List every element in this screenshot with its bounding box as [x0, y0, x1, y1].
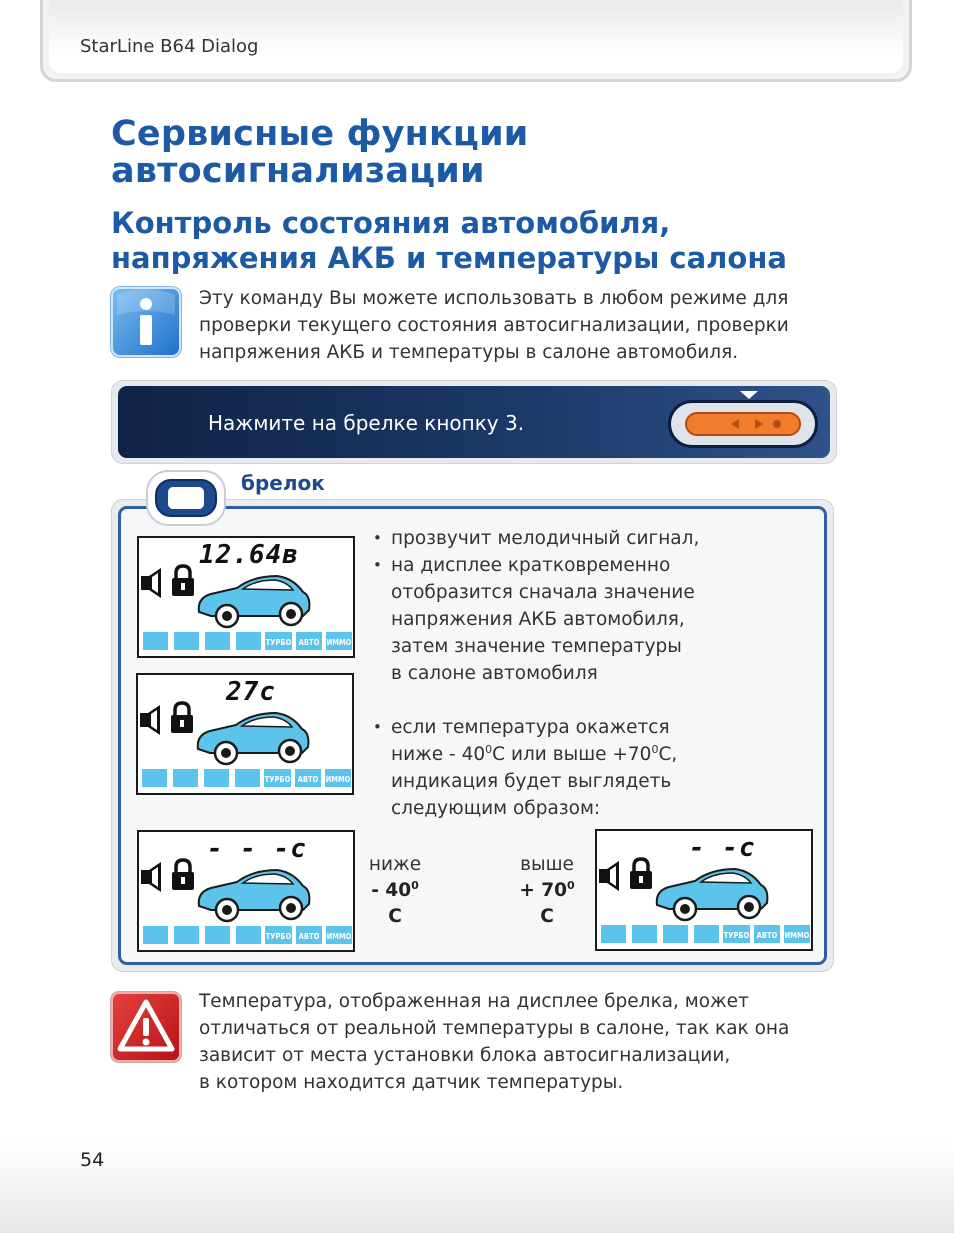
lcd-icon-label: АВТО: [298, 932, 320, 941]
lcd-icon-strip: [601, 925, 810, 943]
bullet-3-line-3: индикация будет выглядеть: [391, 771, 672, 792]
high-range-value: + $70^0$ С: [519, 878, 575, 927]
car-icon: [198, 713, 309, 764]
low-range-caption: ниже: [368, 854, 422, 875]
bullet-1-text: • прозвучит мелодичный сигнал,: [391, 528, 700, 549]
pointer-arrow-icon: [740, 391, 758, 399]
instruction-bar: [118, 386, 830, 458]
lcd-voltage-reading: 12.64в: [199, 540, 299, 570]
high-range-label: [510, 852, 584, 930]
page-title-line-2: автосигнализации: [111, 151, 485, 191]
bullet-item-3: [373, 714, 813, 822]
bullet-item-1: [373, 525, 813, 552]
low-range-label: [362, 852, 428, 930]
bullet-3-line-2: ниже - $40^0С$ или выше $+70^0С$,: [391, 742, 678, 765]
dot-icon: [773, 420, 781, 428]
low-range-value: - $40^0$ С: [371, 878, 419, 927]
lcd-high-reading: - -с: [689, 833, 756, 863]
page-number: 54: [80, 1149, 105, 1171]
section-title: [111, 206, 787, 276]
lcd-icon-label: АВТО: [298, 638, 320, 647]
warning-line-3: зависит от места установки блока автосигнализации,: [199, 1045, 731, 1066]
page-footer: [0, 1140, 954, 1233]
lcd-icon-label: ТУРБО: [723, 931, 750, 940]
lcd-temperature-reading: 27с: [226, 677, 276, 707]
lcd-icon-label: ИММО: [326, 638, 352, 647]
lock-icon: [172, 566, 194, 596]
lock-icon: [172, 860, 194, 890]
keyfob-button-3: [668, 400, 818, 448]
lcd-low-reading: - - -с: [207, 834, 307, 864]
lcd-icon-label: ИММО: [325, 775, 351, 784]
keyfob-label: брелок: [241, 471, 325, 495]
lcd-icon-label: ТУРБО: [264, 775, 291, 784]
car-icon: [199, 576, 310, 627]
keyfob-icon: [155, 479, 217, 517]
intro-line-1: Эту команду Вы можете использовать в любом режиме для: [199, 288, 789, 309]
warning-line-1: Температура, отображенная на дисплее брелка, может: [199, 991, 749, 1012]
siren-icon: [599, 861, 619, 891]
lcd-icon-strip: [142, 769, 351, 787]
bullet-item-2: [373, 552, 813, 687]
car-icon: [657, 869, 768, 920]
lcd-icon-strip: [143, 632, 352, 650]
siren-icon: [140, 705, 160, 735]
high-range-caption: выше: [520, 854, 574, 875]
keyfob-screen: [168, 487, 204, 509]
siren-icon: [141, 862, 161, 892]
lcd-icon-label: ТУРБО: [265, 932, 292, 941]
info-icon: [111, 287, 181, 357]
keyfob-button-face: [685, 412, 801, 436]
lcd-icon-label: ТУРБО: [265, 638, 292, 647]
warning-text: [199, 988, 839, 1096]
lock-icon: [630, 859, 652, 889]
intro-text: [199, 285, 839, 366]
arrow-left-icon: [731, 419, 739, 429]
bullet-2-line-4: затем значение температуры: [391, 636, 682, 657]
intro-line-3: напряжения АКБ и температуры в салоне автомобиля.: [199, 342, 739, 363]
section-title-line-1: Контроль состояния автомобиля,: [111, 206, 671, 240]
lcd-display-high: [595, 829, 813, 951]
bullet-2-line-5: в салоне автомобиля: [391, 663, 598, 684]
instruction-banner: [111, 380, 837, 464]
instruction-text: Нажмите на брелке кнопку 3.: [208, 411, 525, 435]
bullet-2-line-2: отобразится сначала значение: [391, 582, 695, 603]
warning-line-2: отличаться от реальной температуры в салоне, так как она: [199, 1018, 790, 1039]
lcd-icon-label: АВТО: [756, 931, 778, 940]
section-title-line-2: напряжения АКБ и температуры салона: [111, 241, 787, 275]
arrow-right-icon: [755, 419, 763, 429]
lcd-icon-label: АВТО: [297, 775, 319, 784]
lcd-display-temperature: [136, 673, 354, 795]
lock-icon: [171, 703, 193, 733]
car-icon: [199, 870, 310, 921]
bullet-list-2: [373, 714, 813, 822]
bullet-2-line-3: напряжения АКБ автомобиля,: [391, 609, 685, 630]
lcd-display-voltage: [137, 536, 355, 658]
warning-icon: [111, 992, 181, 1062]
page-title: [111, 116, 529, 190]
lcd-icon-strip: [143, 926, 352, 944]
page-title-line-1: Сервисные функции: [111, 114, 529, 154]
lcd-display-low: [137, 830, 355, 952]
lcd-icon-label: ИММО: [784, 931, 810, 940]
keyfob-tab: [146, 470, 226, 526]
bullet-3-line-1: • если температура окажется: [391, 717, 670, 738]
siren-icon: [141, 568, 161, 598]
warning-line-4: в котором находится датчик температуры.: [199, 1072, 624, 1093]
document-header-title: StarLine B64 Dialog: [80, 36, 259, 57]
bullet-2-line-1: • на дисплее кратковременно: [391, 555, 671, 576]
bullet-3-line-4: следующим образом:: [391, 798, 601, 819]
bullet-list: [373, 525, 813, 687]
lcd-icon-label: ИММО: [326, 932, 352, 941]
intro-line-2: проверки текущего состояния автосигнализации, проверки: [199, 315, 789, 336]
